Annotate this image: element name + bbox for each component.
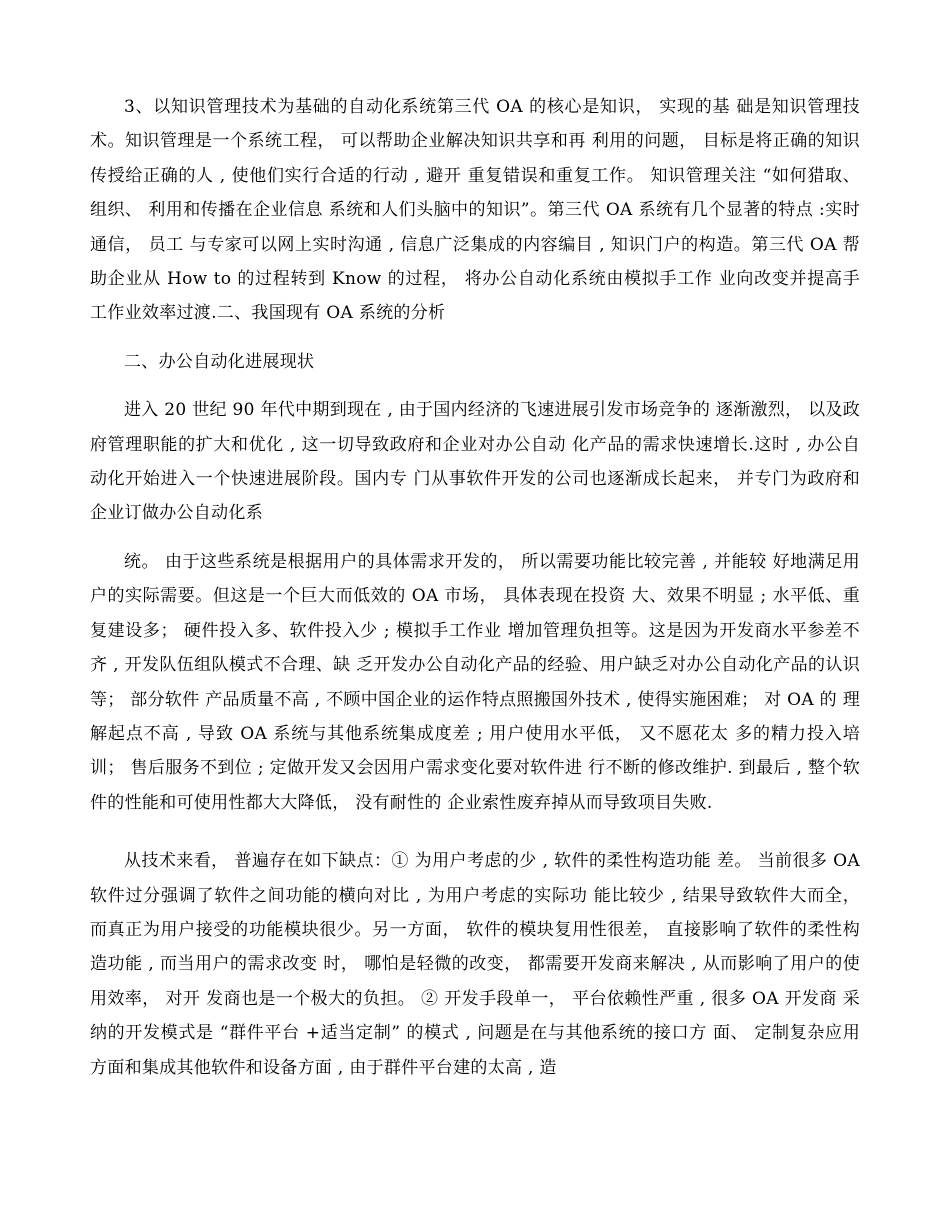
paragraph-gap	[90, 820, 860, 844]
paragraph-third-gen-oa: 3、以知识管理技术为基础的自动化系统第三代 OA 的核心是知识， 实现的基 础是知识管理技术。知识管理是一个系统工程， 可以帮助企业解决知识共享和再 利用的问题， 目标是将正确的知识传授给正确的人 , 使他们实行合适的行动 , 避开 重复错误和重复工作。 知识管理关注 “如何猎取、 组织、 利用和传播在企业信息 系统和人们头脑中的知识”。第三代 OA 系统有几个显著的特点 :实时通信， 员工 与专家可以网上实时沟通 , 信息广泛集成的内容编目 , 知识门户的构造。第三代 OA 帮助企业从 How to 的过程转到 Know 的过程， 将办公自动化系统由模拟手工作 业向改变并提高手工作业效率过渡.二、我国现有 OA 系统的分析	[90, 97, 860, 324]
paragraph-system-problems: 统。 由于这些系统是根据用户的具体需求开发的， 所以需要功能比较完善 , 并能较 好地满足用户的实际需要。但这是一个巨大而低效的 OA 市场， 具体表现在投资 大、效果不明显 ; 水平低、重复建设多； 硬件投入多、软件投入少 ; 模拟手工作业 增加管理负担等。这是因为开发商水平参差不齐 , 开发队伍组队模式不合理、缺 乏开发办公自动化产品的经验、用户缺乏对办公自动化产品的认识等； 部分软件 产品质量不高 , 不顾中国企业的运作特点照搬国外技术 , 使得实施困难； 对 OA 的 理解起点不高 , 导致 OA 系统与其他系统集成度差 ; 用户使用水平低， 又不愿花太 多的精力投入培训； 售后服务不到位 ; 定做开发又会因用户需求变化要对软件进 行不断的修改维护. 到最后 , 整个软件的性能和可使用性都大大降低， 没有耐性的 企业索性废弃掉从而导致项目失败.	[90, 551, 860, 813]
paragraph-gap	[90, 331, 860, 345]
paragraph-gap	[90, 531, 860, 545]
paragraph-technical-defects: 从技术来看， 普遍存在如下缺点：① 为用户考虑的少 , 软件的柔性构造功能 差。 当前很多 OA 软件过分强调了软件之间功能的横向对比 , 为用户考虑的实际功 能比较少 , 结果导致软件大而全， 而真正为用户接受的功能模块很少。另一方面， 软件的模块复用性很差， 直接影响了软件的柔性构造功能 , 而当用户的需求改变 时， 哪怕是轻微的改变， 都需要开发商来解决 , 从而影响了用户的使用效率， 对开 发商也是一个极大的负担。 ② 开发手段单一， 平台依赖性严重 , 很多 OA 开发商 采纳的开发模式是 “群件平台 +适当定制” 的模式 , 问题是在与其他系统的接口方 面、 定制复杂应用方面和集成其他软件和设备方面 , 由于群件平台建的太高 , 造	[90, 851, 860, 1078]
paragraph-1990s-development: 进入 20 世纪 90 年代中期到现在 , 由于国内经济的飞速进展引发市场竞争的 逐渐激烈， 以及政府管理职能的扩大和优化 , 这一切导致政府和企业对办公自动 化产品的需求快速增长.这时 , 办公自动化开始进入一个快速进展阶段。国内专 门从事软件开发的公司也逐渐成长起来， 并专门为政府和企业订做办公自动化系	[90, 400, 860, 524]
section-heading-oa-progress: 二、办公自动化进展现状	[124, 351, 315, 372]
paragraph-gap	[90, 379, 860, 393]
